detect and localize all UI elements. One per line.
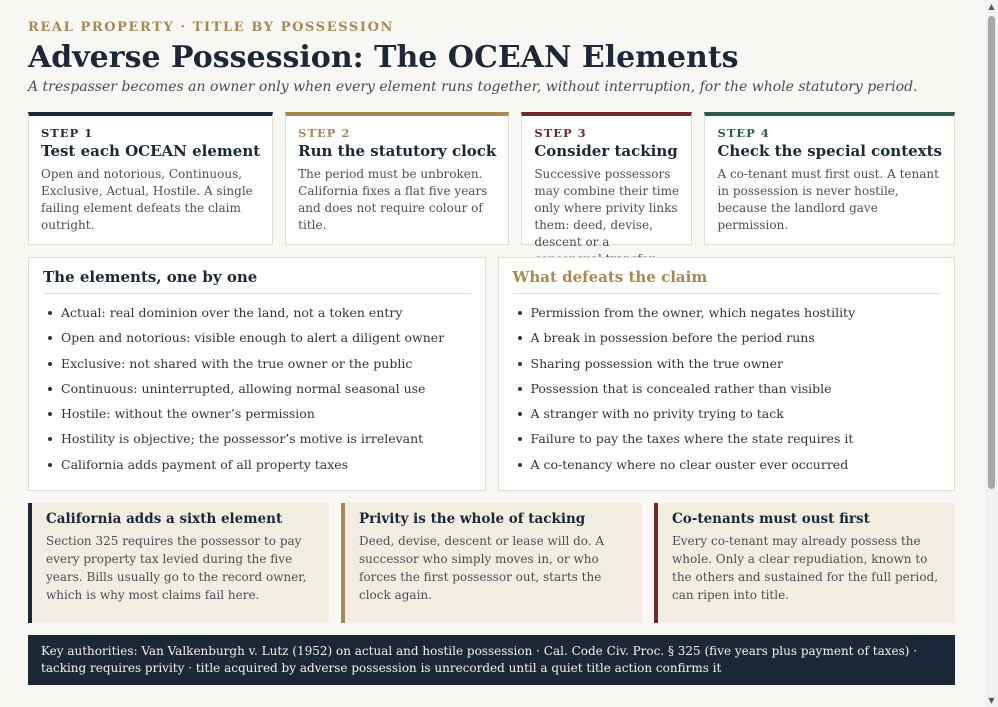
eyebrow: REAL PROPERTY · TITLE BY POSSESSION	[28, 20, 395, 35]
note-title: Co-tenants must oust first	[672, 511, 870, 527]
key-authorities-footer: Key authorities: Van Valkenburgh v. Lutz (1952) on actual and hostile possession · Cal. Code Civ. Proc. § 325 (five years plus payment of taxes) · tacking requires privity · title acquired by adverse possession is unrecorded until a quiet title action confirms it	[28, 635, 955, 685]
list-item: Exclusive: not shared with the true owner or the public	[43, 355, 471, 372]
note-card-2	[341, 503, 642, 623]
notes-row	[28, 503, 955, 623]
note-card-3	[654, 503, 955, 623]
step-title: Run the statutory clock	[298, 142, 497, 160]
step-text: The period must be unbroken. California fixes a flat five years and does not require colour of title.	[298, 167, 488, 232]
list-item: Actual: real dominion over the land, not a token entry	[43, 304, 471, 321]
list-item: A break in possession before the period runs	[513, 329, 941, 346]
note-card-1	[28, 503, 329, 623]
step-text: Open and notorious, Continuous, Exclusive, Actual, Hostile. A single failing element defeats the claim outright.	[41, 167, 253, 232]
step-label: STEP 2	[298, 126, 351, 140]
note-text: Deed, devise, descent or lease will do. A successor who simply moves in, or who forces the first possessor out, starts the clock again.	[359, 534, 605, 602]
list-item: Hostile: without the owner’s permission	[43, 405, 471, 422]
list-item: Hostility is objective; the possessor’s motive is irrelevant	[43, 430, 471, 447]
list-item: Possession that is concealed rather than visible	[513, 380, 941, 397]
step-title: Consider tacking	[534, 142, 678, 160]
steps-row	[28, 112, 955, 249]
list-item: Open and notorious: visible enough to alert a diligent owner	[43, 329, 471, 346]
list-item: California adds payment of all property taxes	[43, 456, 471, 473]
defeats-list	[513, 304, 941, 473]
step-title: Test each OCEAN element	[41, 142, 261, 160]
step-title: Check the special contexts	[717, 142, 942, 160]
scroll-down-arrow-icon[interactable]: ▼	[988, 696, 995, 705]
note-text: Every co-tenant may already possess the whole. Only a clear repudiation, known to the others and sustained for the full period, can ripen into title.	[672, 534, 939, 602]
page	[28, 0, 955, 707]
step-label: STEP 3	[534, 126, 587, 140]
elements-panel	[28, 257, 486, 491]
note-title: Privity is the whole of tacking	[359, 511, 586, 527]
step-card-1	[28, 112, 273, 245]
elements-list	[43, 304, 471, 473]
defeats-panel-title: What defeats the claim	[513, 268, 941, 294]
step-text: A co-tenant must first oust. A tenant in possession is never hostile, because the landlord gave permission.	[717, 167, 939, 232]
vertical-scrollbar[interactable]	[985, 0, 998, 707]
list-item: A stranger with no privity trying to tack	[513, 405, 941, 422]
step-card-3	[521, 112, 692, 249]
list-item: Permission from the owner, which negates hostility	[513, 304, 941, 321]
step-text: Successive possessors may combine their time only where privity links them: deed, devise, descent or a	[534, 167, 680, 249]
note-title: California adds a sixth element	[46, 511, 283, 527]
list-item: A co-tenancy where no clear ouster ever occurred	[513, 456, 941, 473]
list-item: Sharing possession with the true owner	[513, 355, 941, 372]
panels-row	[28, 257, 955, 491]
scroll-thumb[interactable]	[988, 16, 995, 489]
page-subtitle: A trespasser becomes an owner only when every element runs together, without interruption, for the whole statutory period.	[28, 79, 918, 95]
defeats-panel	[498, 257, 956, 491]
scroll-up-arrow-icon[interactable]: ▲	[988, 2, 995, 11]
step-card-2	[285, 112, 509, 245]
step-label: STEP 4	[717, 126, 770, 140]
note-text: Section 325 requires the possessor to pay every property tax levied during the five years. Bills usually go to the record owner, which is why most claims fail here.	[46, 534, 307, 602]
step-label: STEP 1	[41, 126, 94, 140]
step-card-4	[704, 112, 955, 245]
elements-panel-title: The elements, one by one	[43, 268, 471, 294]
list-item: Failure to pay the taxes where the state requires it	[513, 430, 941, 447]
list-item: Continuous: uninterrupted, allowing normal seasonal use	[43, 380, 471, 397]
page-title: Adverse Possession: The OCEAN Elements	[28, 40, 739, 75]
